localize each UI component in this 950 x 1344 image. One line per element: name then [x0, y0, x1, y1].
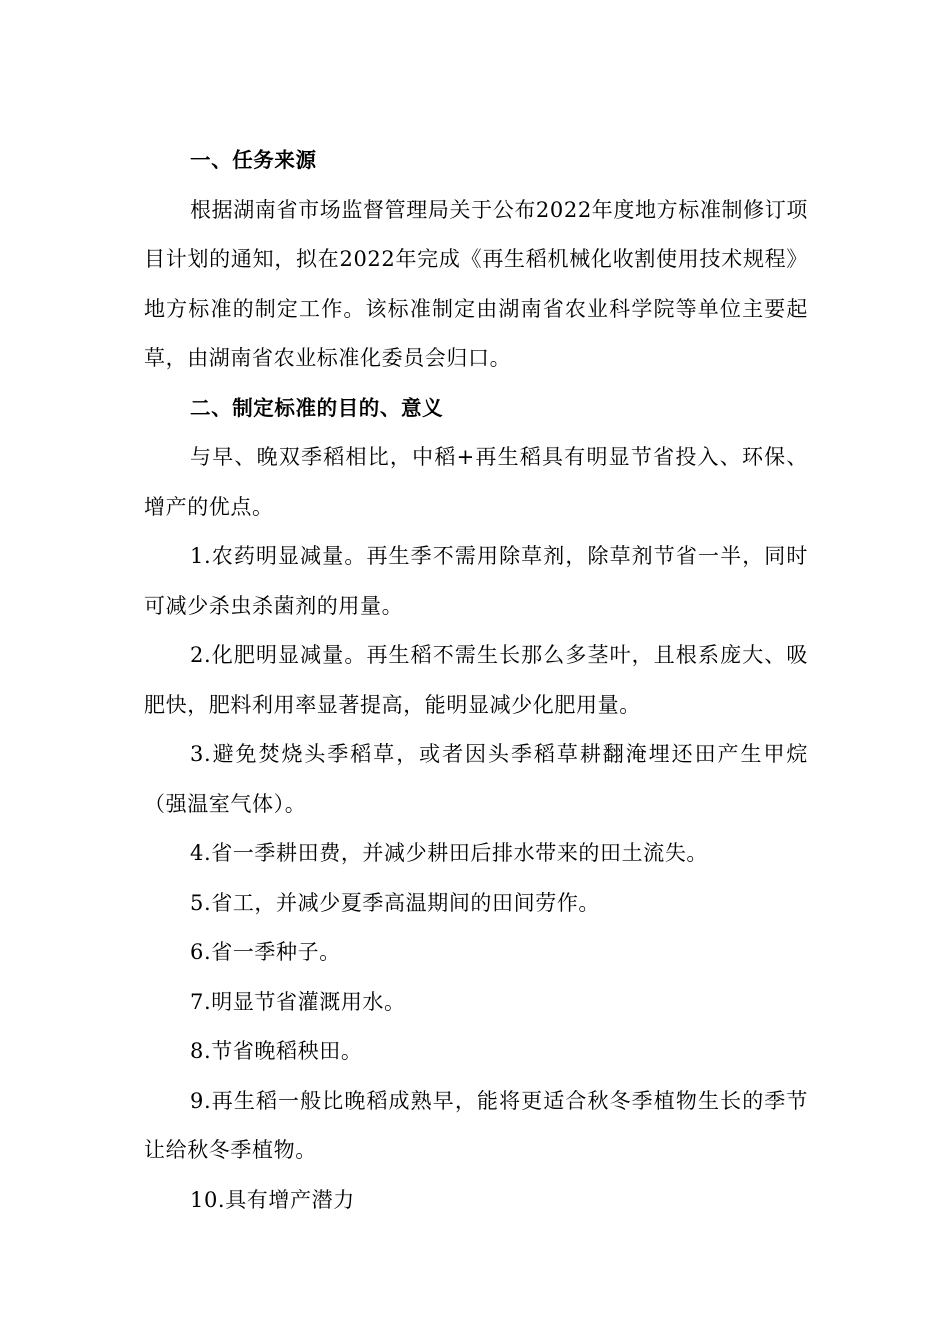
- list-item-5: 5.省工，并减少夏季高温期间的田间劳作。: [190, 890, 601, 915]
- list-item-6: 6.省一季种子。: [190, 940, 341, 964]
- list-item-7: 7.明显节省灌溉用水。: [190, 989, 406, 1014]
- paragraph-intro: 与早、晚双季稻相比，中稻+再生稻具有明显节省投入、环保、增产的优点。: [144, 445, 808, 519]
- paragraph-task-source: 根据湖南省市场监督管理局关于公布2022年度地方标准制修订项目计划的通知，拟在2022年完成《再生稻机械化收割使用技术规程》地方标准的制定工作。该标准制定由湖南省农业科学院等单位主要起草，由湖南省农业标准化委员会归口。: [144, 197, 808, 370]
- list-item-9: 9.再生稻一般比晚稻成熟早，能将更适合秋冬季植物生长的季节让给秋冬季植物。: [144, 1088, 808, 1162]
- list-item-2: 2.化肥明显减量。再生稻不需生长那么多茎叶，且根系庞大、吸肥快，肥料利用率显著提高，能明显减少化肥用量。: [144, 643, 808, 717]
- section-heading-task-source: 一、任务来源: [190, 148, 317, 172]
- document-page: [144, 136, 808, 1225]
- list-item-8: 8.节省晚稻秧田。: [190, 1039, 363, 1063]
- list-item-4: 4.省一季耕田费，并减少耕田后排水带来的田土流失。: [190, 841, 709, 865]
- section-heading-purpose: 二、制定标准的目的、意义: [190, 395, 444, 420]
- list-item-3: 3.避免焚烧头季稻草，或者因头季稻草耕翻淹埋还田产生甲烷（强温室气体）。: [144, 742, 808, 816]
- list-item-10: 10.具有增产潜力: [190, 1187, 355, 1212]
- list-item-1: 1.农药明显减量。再生季不需用除草剂，除草剂节省一半，同时可减少杀虫杀菌剂的用量。: [144, 544, 808, 618]
